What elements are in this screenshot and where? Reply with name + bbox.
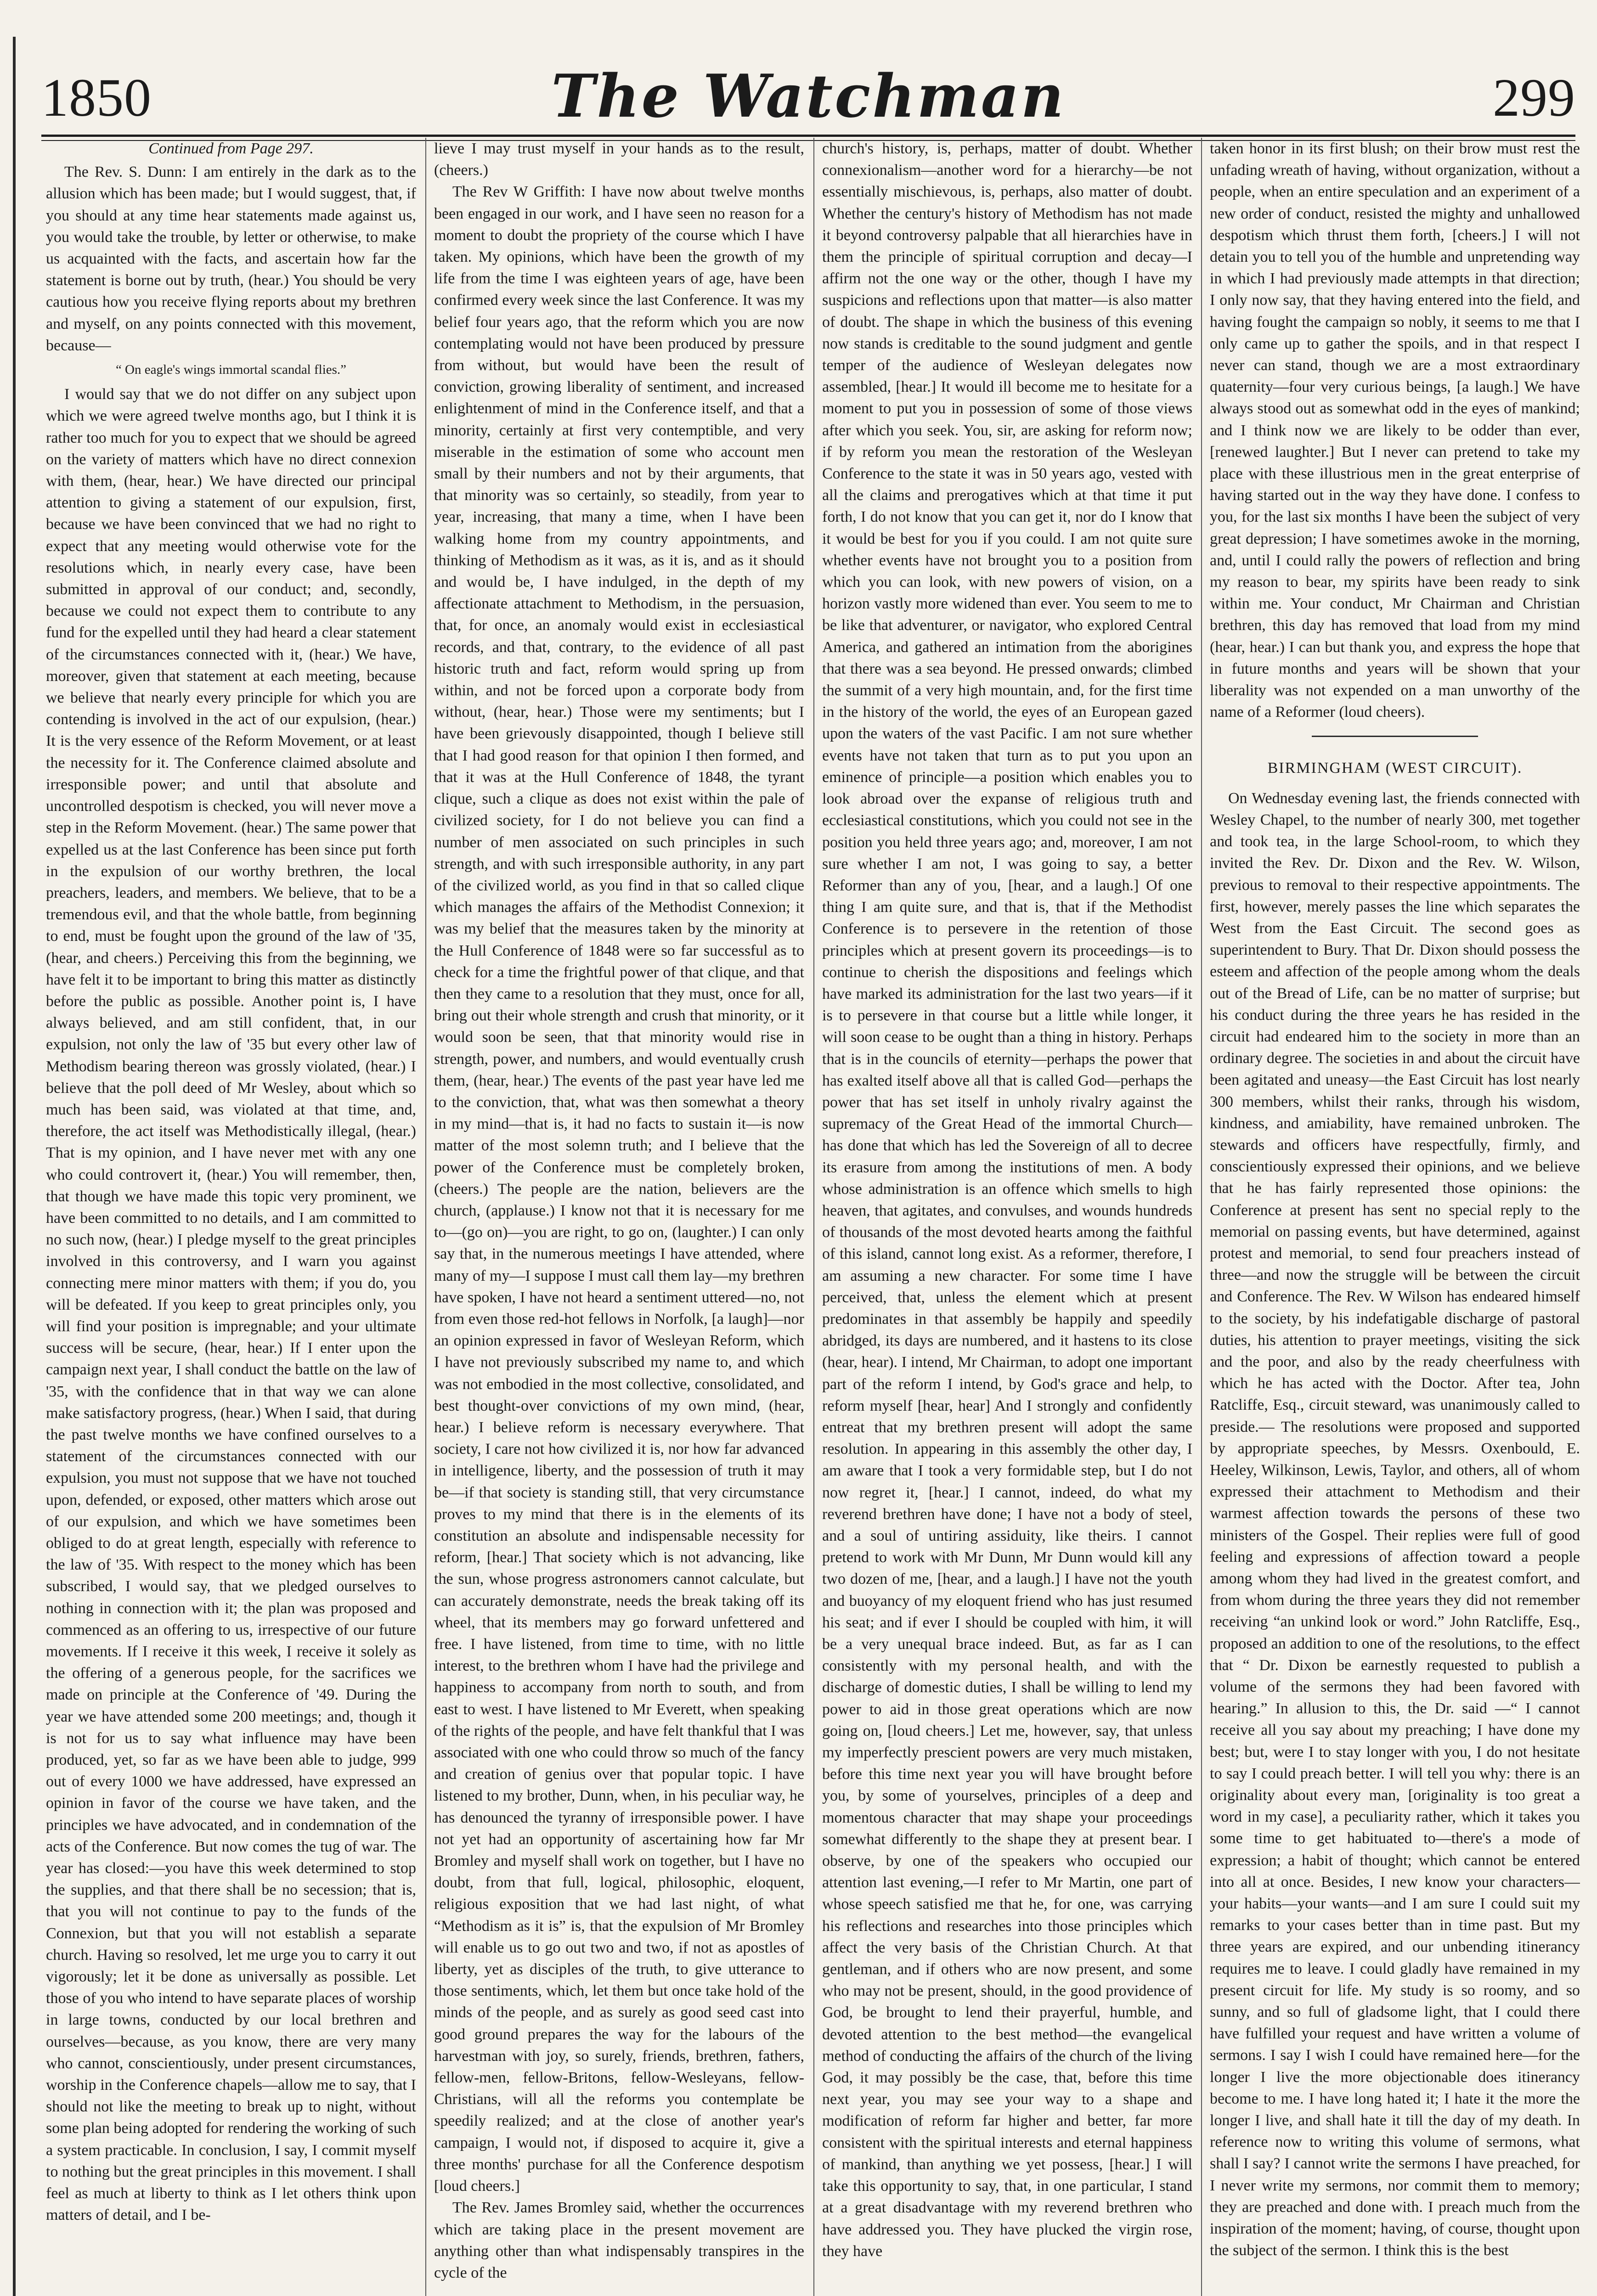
paragraph: The Rev. S. Dunn: I am entirely in the dark as to the allusion which has been made; but I would suggest, that, if you should at any time hear statements made against us, you would take the trouble, by letter or otherwise, to make us acquainted with the facts, and ascertain how far the statement is borne out by truth, (hear.) You should be very cautious how you receive flying reports about my brethren and myself, on any points connected with this movement, because— [46,163,416,354]
column-3 [822,138,1192,2296]
section-rule [1312,736,1478,737]
text-columns [46,138,1580,2296]
page-header [41,62,1575,149]
paragraph: church's history, is, perhaps, matter of doubt. Whether connexionalism—another word for a hierarchy—be not essentially mischievous, is, perhaps, also matter of doubt. Whether the century's history of Methodism has not made it beyond controversy palpable that all hierarchies have in them the principle of spiritual corruption and decay—I affirm not the one way or the other, though I have my suspicions and reflections upon that matter—is also matter of doubt. The shape in which the business of this evening now stands is creditable to the sound judgment and gentle temper of the audience of Wesleyan delegates now assembled, [hear.] It would ill become me to hesitate for a moment to put you in possession of some of those views after which you seek. You, sir, are asking for reform now; if by reform you mean the restoration of the Wesleyan Conference to the state it was in 50 years ago, vested with all the claims and prerogatives which at that time it put forth, I do not know that you can get it, nor do I know that it would be best for you if you could. I am not quite sure whether events have not brought you to a position from which you can look, with new powers of vision, on a horizon vastly more widened than ever. You seem to me to be like that adventurer, or navigator, who explored Central America, and gathered an intimation from the aborigines that there was a sea beyond. He pressed onwards; climbed the summit of a very high mountain, and, for the first time in the history of the world, the eyes of an European gazed upon the waters of the vast Pacific. I am not sure whether events have not taken that turn as to put you upon an eminence of principle—a position which enables you to look abroad over the expanse of religious truth and ecclesiastical constitutions, which you could not see in the position you held three years ago; and, moreover, I am not sure whether I am not, I was going to say, a better Reformer than any of you, [hear, and a laugh.] Of one thing I am quite sure, and that is, that if the Methodist Conference is to persevere in the retention of those principles which at present govern its proceedings—is to continue to cherish the dispositions and feelings which have marked its administration for the last two years—if it is to persevere in that course but a little while longer, it will soon cease to be ought than a thing in history. Perhaps that is in the councils of eternity—perhaps the power that has exalted itself above all that is called God—perhaps the power that has set itself in unholy rivalry against the supremacy of the Great Head of the immortal Church—has done that which has led the Sovereign of all to decree its erasure from among the institutions of men. A body whose administration is an offence which smells to high heaven, that agitates, and convulses, and wounds hundreds of thousands of the most devoted hearts among the faithful of this island, cannot long exist. As a reformer, therefore, I am assuming a new character. For some time I have perceived, that, unless the element which at present predominates in that assembly be happily and speedily abridged, its days are numbered, and it hastens to its close (hear, hear). I intend, Mr Chairman, to adopt one important part of the reform I intend, by God's grace and help, to reform myself [hear, hear] And I strongly and confidently entreat that my brethren present will adopt the same resolution. In appearing in this assembly the other day, I am aware that I took a very formidable step, but I do not now regret it, [hear.] I cannot, indeed, do what my reverend brethren have done; I have not a body of steel, and a soul of untiring assiduity, like theirs. I cannot pretend to work with Mr Dunn, Mr Dunn would kill any two dozen of me, [hear, and a laugh.] I have not the youth and buoyancy of my eloquent friend who has just resumed his seat; and if ever I should be coupled with him, it will be a very unequal brace indeed. But, as far as I can consistently with my personal health, and with the discharge of domestic duties, I shall be willing to lend my power to aid in those great operations which are now going on, [loud cheers.] Let me, however, say, that unless my imperfectly prescient powers are very much mistaken, before this time next year you will have brought before you, by some of yourselves, principles of a deep and momentous character that may shape your proceedings somewhat differently to the shape they at present bear. I observe, by one of the speakers who occupied our attention last evening,—I refer to Mr Martin, one part of whose speech satisfied me that he, for one, was carrying his reflections and researches into those principles which affect the very basis of the Christian Church. At that gentleman, and if others who are now present, and some who may not be present, should, in the good providence of God, be brought to lend their prayerful, humble, and devoted attention to the best method—the evangelical method of conducting the affairs of the church of the living God, it may possibly be the case, that, before this time next year, you may see your way to a shape and modification of reform far higher and better, far more consistent with the spiritual interests and eternal happiness of mankind, than anything we yet possess, [hear.] I will take this opportunity to say, that, in one particular, I stand at a great disadvantage with my reverend brethren who have addressed you. They have plucked the virgin rose, they have [822,140,1192,2260]
column-divider [425,138,426,2296]
column-divider [813,138,814,2296]
paragraph: The Rev W Griffith: I have now about twelve months been engaged in our work, and I have seen no reason for a moment to doubt the propriety of the course which I have taken. My opinions, which have been the growth of my life from the time I was eighteen years of age, have been confirmed every week since the last Conference. It was my belief four years ago, that the reform which you are now contemplating would not have been produced by pressure from without, but would have been the result of conviction, growing liberality of sentiment, and increased enlightenment of mind in the Conference itself, and that a minority, certainly at first very contemptible, and very miserable in the estimation of some who account men small by their numbers and not by their arguments, that that minority was so certainly, so steadily, from year to year, increasing, that many a time, when I have been walking home from my country appointments, and thinking of Methodism as it was, as it is, and as it should and would be, I have indulged, in the depth of my affectionate attachment to Methodism, in the persuasion, that, for once, an anomaly would exist in ecclesiastical records, and that, contrary, to the evidence of all past historic truth and fact, reform would spring up from within, and not be forced upon a corporate body from without, (hear, hear.) Those were my sentiments; but I have been grievously disappointed, though I believe still that I had good reason for that opinion I then formed, and that it was at the Hull Conference of 1848, the tyrant clique, such a clique as does not exist within the pale of civilized society, for I do not believe you can find a number of men associated on such principles in such strength, and with such irresponsible authority, in any part of the civilized world, as you find in that so called clique which manages the affairs of the Methodist Connexion; it was my belief that the measures taken by the minority at the Hull Conference of 1848 were so far successful as to check for a time the frightful power of that clique, and that then they came to a resolution that they must, once for all, bring out their whole strength and crush that minority, or it would soon be seen, that that minority would rise in strength, power, and numbers, and would eventually crush them, (hear, hear.) The events of the past year have led me to the conviction, that, what was then somewhat a theory in my mind—that is, it had no facts to sustain it—is now matter of the most solemn truth; and I believe that the power of the Conference must be completely broken, (cheers.) The people are the nation, believers are the church, (applause.) I know not that it is necessary for me to—(go on)—you are right, to go on, (laughter.) I can only say that, in the numerous meetings I have attended, where many of my—I suppose I must call them lay—my brethren have spoken, I have not heard a sentiment uttered—no, not from even those red-hot fellows in Norfolk, [a laugh]—nor an opinion expressed in favor of Wesleyan Reform, which I have not previously subscribed my name to, and which was not embodied in the most collective, consolidated, and best thought-over convictions of my own mind, (hear, hear.) I believe reform is necessary everywhere. That society, I care not how civilized it is, nor how far advanced in intelligence, liberty, and the possession of truth it may be—if that society is standing still, that very circumstance proves to my mind that there is in the elements of its constitution an absolute and indispensable necessity for reform, [hear.] That society which is not advancing, like the sun, whose progress astronomers cannot calculate, but can accurately demonstrate, needs the break taking off its wheel, that its members may go forward unfettered and free. I have listened, from time to time, with no little interest, to the brethren whom I have had the privilege and happiness to accompany from north to south, and from east to west. I have listened to Mr Everett, when speaking of the rights of the people, and have felt thankful that I was associated with one who could throw so much of the fancy and creation of genius over that popular topic. I have listened to my brother, Dunn, when, in his peculiar way, he has denounced the tyranny of irresponsible power. I have not yet had an opportunity of ascertaining how far Mr Bromley and myself shall work on together, but I have no doubt, from that full, logical, philosophic, eloquent, religious exposition that we had last night, of what “Methodism as it is” is, that the expulsion of Mr Bromley will enable us to go out two and two, if not as apostles of liberty, yet as disciples of the truth, to give utterance to those sentiments, which, let them but once take hold of the minds of the people, and as surely as good seed cast into good ground prepares the way for the labours of the harvestman with joy, so surely, friends, brethren, fathers, fellow-men, fellow-Britons, fellow-Wesleyans, fellow-Christians, will all the reforms you contemplate be speedily realized; and at the close of another year's campaign, I would not, if disposed to acquire it, give a three months' purchase for all the Conference despotism [loud cheers.] [434,183,804,2195]
paragraph: On Wednesday evening last, the friends connected with Wesley Chapel, to the number of nearly 300, met together and took tea, in the large School-room, to which they invited the Rev. Dr. Dixon and the Rev. W. Wilson, previous to removal to their respective appointments. The first, however, merely passes the line which separates the West from the East Circuit. The second goes as superintendent to Bury. That Dr. Dixon should possess the esteem and affection of the people among whom the deals out of the Bread of Life, can be no matter of surprise; but his conduct during the three years he has resided in the circuit had endeared him to the society in more than an ordinary degree. The societies in and about the circuit have been agitated and uneasy—the East Circuit has lost nearly 300 members, whilst their ranks, through his wisdom, kindness, and amiability, have remained unbroken. The stewards and officers have respectfully, firmly, and conscientiously expressed their opinions, and we believe that he has fairly represented those opinions: the Conference at present has sent no special reply to the memorial on passing events, but have determined, against protest and memorial, to send four preachers instead of three—and now the struggle will be between the circuit and Conference. The Rev. W Wilson has endeared himself to the society, by his indefatigable discharge of pastoral duties, his attention to prayer meetings, visiting the sick and the poor, and also by the ready cheerfulness with which he has acted with the Doctor. After tea, John Ratcliffe, Esq., circuit steward, was unanimously called to preside.— The resolutions were proposed and supported by appropriate speeches, by Messrs. Oxenbould, E. Heeley, Wilkinson, Lewis, Taylor, and others, all of whom expressed their attachment to Methodism and their warmest affection towards the persons of these two ministers of the Gospel. Their replies were full of good feeling and expressions of affection toward a people among whom they had lived in the greatest comfort, and from whom during the three years they did not remember receiving “an unkind look or word.” John Ratcliffe, Esq., proposed an addition to one of the resolutions, to the effect that “ Dr. Dixon be earnestly requested to publish a volume of the sermons they had been favored with hearing.” In allusion to this, the Dr. said —“ I cannot receive all you say about my preaching; I have done my best; but, were I to stay longer with you, I do not hesitate to say I could preach better. I will tell you why: there is an originality about every man, [originality is too great a word in my case], a peculiarity rather, which it takes you some time to get habituated to—there's a mode of expression; a habit of thought; which cannot be entered into all at once. Besides, I new know your characters—your habits—your wants—and I am sure I could suit my remarks to your cases better than in time past. But my three years are expired, and our unbending itinerancy requires me to leave. I could gladly have remained in my present circuit for life. My study is so roomy, and so sunny, and so full of gladsome light, that I could there have fulfilled your request and have written a volume of sermons. I say I wish I could have remained here—for the longer I live the more objectionable does itinerancy become to me. I have long hated it; I hate it the more the longer I live, and shall hate it till the day of my death. In reference now to writing this volume of sermons, what shall I say? I cannot write the sermons I have preached, for I never write my sermons, nor commit them to memory; they are preached and done with. I preach much from the inspiration of the moment; having, of course, thought upon the subject of the sermon. I think this is the best [1210,789,1580,2259]
paragraph: The Rev. James Bromley said, whether the occurrences which are taking place in the present movement are anything other than what indispensably transpires in the cycle of the [434,2199,804,2281]
column-2 [434,138,804,2296]
continued-note: Continued from Page 297. [148,140,314,157]
binding-edge [13,37,16,2296]
header-rule [41,135,1575,137]
paragraph: taken honor in its first blush; on their brow must rest the unfading wreath of having, without organization, without a people, when an entire speculation and an experiment of a new order of conduct, resisted the mighty and unhallowed despotism which thrust them forth, [cheers.] I will not detain you to tell you of the humble and unpretending way in which I had previously made attempts in that direction; I only now say, that they having entered into the field, and having fought the campaign so nobly, it seems to me that I only came up to gather the spoils, and in that respect I never can stand, though we are a most extraordinary quaternity—four very curious beings, [a laugh.] We have always stood out as somewhat odd in the eyes of mankind; and I think now we are likely to be odder than ever, [renewed laughter.] But I never can pretend to take my place with these illustrious men in the great enterprise of having started out in the way they have done. I confess to you, for the last six months I have been the subject of very great depression; I have sometimes awoke in the morning, and, until I could rally the powers of reflection and bring my reason to bear, my spirits have been ready to sink within me. Your conduct, Mr Chairman and Christian brethren, this day has removed that load from my mind (hear, hear.) I can but thank you, and express the hope that in future months and years will be shown that your liberality was not expended on a man unworthy of the name of a Reformer (loud cheers). [1210,140,1580,721]
page-number: 299 [1493,68,1575,128]
masthead-title: The Watchman [551,62,1066,131]
column-1 [46,138,416,2296]
paragraph: I would say that we do not differ on any subject upon which we were agreed twelve months ago, but I think it is rather too much for you to expect that we should be agreed on the variety of matters which have no direct connexion with them, (hear, hear.) We have directed our principal attention to giving a statement of our expulsion, first, because we have been convinced that we had no right to expect that any meeting would otherwise vote for the resolutions which, in nearly every case, have been submitted in approval of our conduct; and, secondly, because we could not expect them to contribute to any fund for the expelled until they had heard a clear statement of the circumstances connected with it, (hear.) We have, moreover, given that statement at each meeting, because we believe that nearly every principle for which you are contending is involved in the act of our expulsion, (hear.) It is the very essence of the Reform Movement, or at least the necessity for it. The Conference claimed absolute and irresponsible power; and until that absolute and uncontrolled despotism is checked, you will never move a step in the Reform Movement. (hear.) The same power that expelled us at the last Conference has been since put forth in the expulsion of our worthy brethren, the local preachers, leaders, and members. We believe, that to be a tremendous evil, and that the whole battle, from beginning to end, must be fought upon the ground of the law of '35, (hear, and cheers.) Perceiving this from the beginning, we have felt it to be important to bring this matter as distinctly before the public as possible. Another point is, I have always believed, and am still confident, that, in our expulsion, not only the law of '35 but every other law of Methodism bearing thereon was grossly violated, (hear.) I believe that the poll deed of Mr Wesley, about which so much has been said, was violated at that time, and, therefore, the act itself was Methodistically illegal, (hear.) That is my opinion, and I have never met with any one who could controvert it, (hear.) You will remember, then, that though we have made this topic very prominent, we have been committed to no details, and I am committed to no such now, (hear.) I pledge myself to the great principles involved in this controversy, and I warn you against connecting mere minor matters with them; if you do, you will be defeated. If you keep to great principles only, you will find your position is impregnable; and your ultimate success will be secure, (hear, hear.) If I enter upon the campaign next year, I shall conduct the battle on the law of '35, with the confidence that in that way we can alone make satisfactory progress, (hear.) When I said, that during the past twelve months we have confined ourselves to a statement of the circumstances connected with our expulsion, you must not suppose that we have not touched upon, defended, or exposed, other matters which arose out of our expulsion, and which we have sometimes been obliged to do at great length, especially with reference to the law of '35. With respect to the money which has been subscribed, I would say, that we pledged ourselves to nothing in connection with it; the plan was proposed and commenced as an offering to us, irrespective of our future movements. If I receive it this week, I receive it solely as the offering of a generous people, for the sacrifices we made on principle at the Conference of '49. During the year we have attended some 200 meetings; and, though it is not for us to say what influence may have been produced, yet, so far as we have been able to judge, 999 out of every 1000 we have addressed, have expressed an opinion in favor of the course we have taken, and the principles we have advocated, and in condemnation of the acts of the Conference. But now comes the tug of war. The year has closed:—you have this week determined to stop the supplies, and that there shall be no secession; that is, that you will not continue to pay to the funds of the Connexion, but that you will not establish a separate church. Having so resolved, let me urge you to carry it out vigorously; let it be done as universally as possible. Let those of you who intend to have separate places of worship in large towns, conducted by our local brethren and ourselves—because, as you know, there are very many who cannot, conscientiously, under present circumstances, worship in the Conference chapels—allow me to say, that I should not like the meeting to break up to night, without some plan being adopted for rendering the working of such a system practicable. In conclusion, I say, I commit myself to nothing but the great principles in this movement. I shall feel as much at liberty to think as I let others think upon matters of detail, and I be- [46,386,416,2224]
column-divider [1201,138,1202,2296]
paragraph: lieve I may trust myself in your hands as to the result, (cheers.) [434,140,804,179]
section-title: BIRMINGHAM (WEST CIRCUIT). [1267,760,1523,777]
column-4 [1210,138,1580,2296]
header-year: 1850 [41,68,152,128]
verse-quote: “ On eagle's wings immortal scandal flies.” [115,362,347,377]
